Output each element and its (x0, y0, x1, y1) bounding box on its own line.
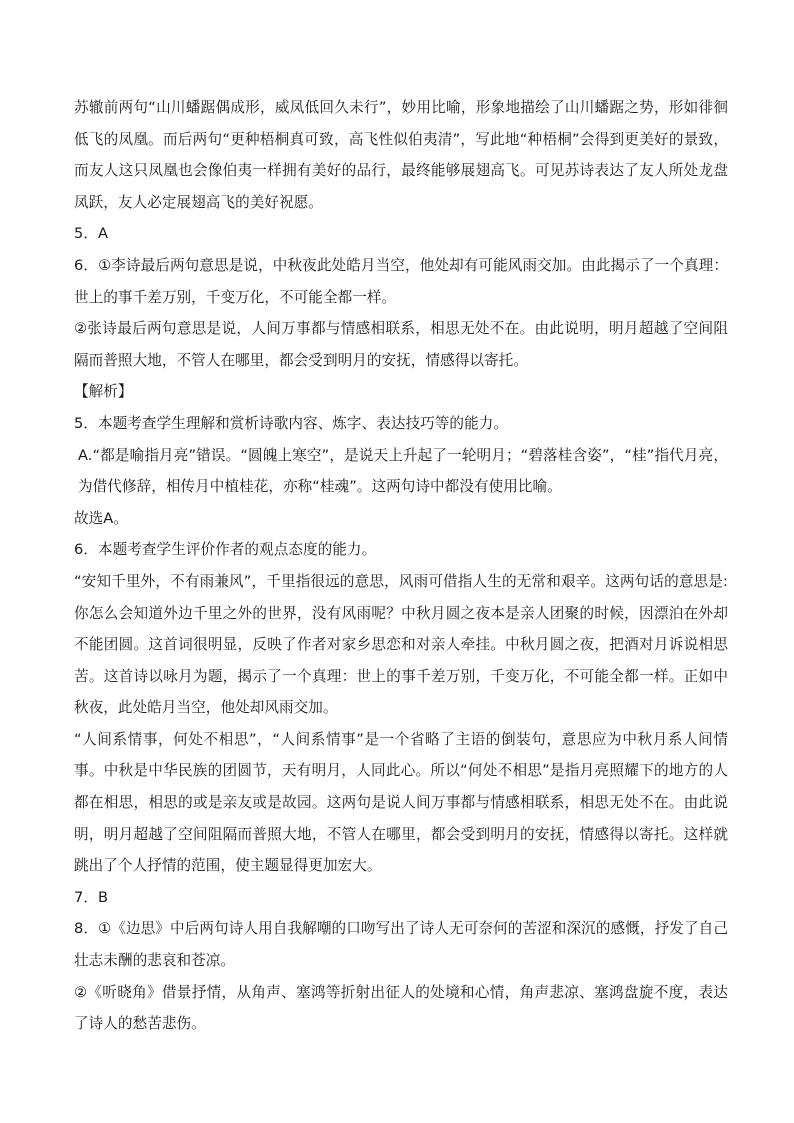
analysis-5-conclusion: 故选A。 (74, 509, 128, 527)
answer-8-part-1: 8．①《边思》中后两句诗人用自我解嘲的口吻写出了诗人无可奈何的苦涩和深沉的感慨，抒发了自己壮志未酬的悲哀和苍凉。 (74, 920, 728, 970)
answer-6-part-2: ②张诗最后两句意思是说，人间万事都与情感相联系，相思无处不在。由此说明，明月超越了空间阻隔而普照大地，不管人在哪里，都会受到明月的安抚，情感得以寄托。 (74, 320, 728, 369)
document-body (74, 92, 728, 1040)
answer-5: 5．A (74, 225, 109, 243)
answer-7: 7．B (74, 888, 109, 906)
analysis-6-li-poem: “安知千里外，不有雨兼风”，千里指很远的意思，风雨可借指人生的无常和艰辛。这两句话的意思是: 你怎么会知道外边千里之外的世界，没有风雨呢？中秋月圆之夜本是亲人团聚的时候，因漂泊在外却不能团圆。这首词很明显，反映了作者对家乡思恋和对亲人牵挂。中秋月圆之夜，把酒对月诉说相思苦。这首诗以咏月为题，揭示了一个真理：世上的事千差万别，千变万化，不可能全都一样。正如中秋夜，此处皓月当空，他处却风雨交加。 (74, 572, 728, 717)
answer-6-part-1: 6．①李诗最后两句意思是说，中秋夜此处皓月当空，他处却有可能风雨交加。由此揭示了一个真理：世上的事千差万别，千变万化，不可能全都一样。 (74, 256, 728, 306)
analysis-6-zhang-poem: “人间系情事，何处不相思”，“人间系情事”是一个省略了主语的倒装句，意思应为中秋月系人间情事。中秋是中华民族的团圆节，天有明月，人同此心。所以“何处不相思”是指月亮照耀下的地方的人都在相思，相思的或是亲友或是故园。这两句是说人间万事都与情感相联系，相思无处不在。由此说明，明月超越了空间阻隔而普照大地，不管人在哪里，都会受到明月的安抚，情感得以寄托。这样就跳出了个人抒情的范围，使主题显得更加宏大。 (74, 730, 728, 875)
analysis-heading: 【解析】 (74, 383, 133, 401)
analysis-6-intro: 6．本题考查学生评价作者的观点态度的能力。 (74, 541, 377, 559)
analysis-5-option-a: A.“都是喻指月亮”错误。“圆魄上寒空”，是说天上升起了一轮明月；“碧落桂含姿”，“桂”指代月亮，为借代修辞，相传月中植桂花，亦称“桂魂”。这两句诗中都没有使用比喻。 (78, 446, 728, 496)
paragraph-su-zhe-analysis: 苏辙前两句“山川蟠踞偶成形，威凤低回久未行”，妙用比喻，形象地描绘了山川蟠踞之势，形如徘徊低飞的凤凰。而后两句“更种梧桐真可致，高飞性似伯夷清”，写此地“种梧桐”会得到更美好的景致，而友人这只凤凰也会像伯夷一样拥有美好的品行，最终能够展翅高飞。可见苏诗表达了友人所处龙盘凤跃，友人必定展翅高飞的美好祝愿。 (74, 99, 728, 211)
answer-8-part-2: ②《听晓角》借景抒情，从角声、塞鸿等折射出征人的处境和心情，角声悲凉、塞鸿盘旋不度，表达了诗人的愁苦悲伤。 (74, 983, 728, 1033)
analysis-5-intro: 5．本题考查学生理解和赏析诗歌内容、炼字、表达技巧等的能力。 (74, 414, 509, 432)
